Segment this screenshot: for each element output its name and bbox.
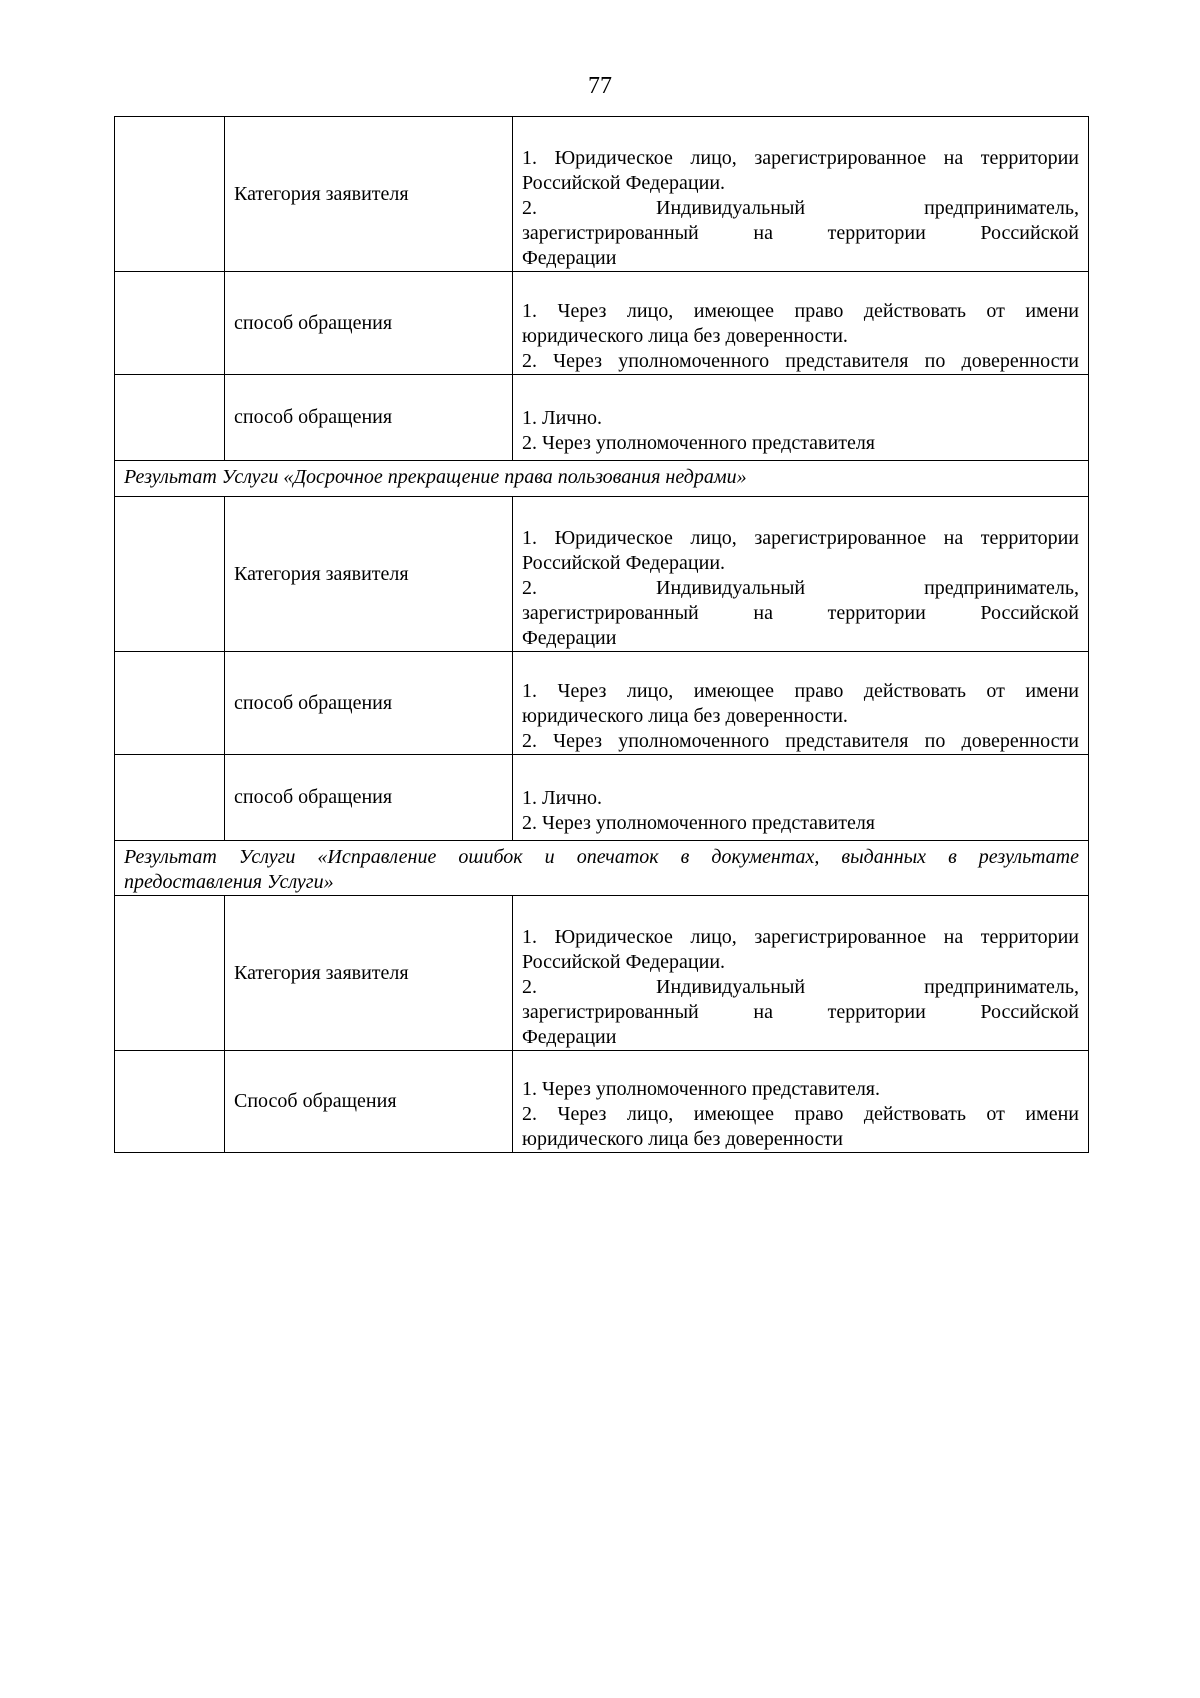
- text-line: 2. Индивидуальный предприниматель,: [522, 197, 1079, 219]
- text-line: 2. Индивидуальный предприниматель,: [522, 577, 1079, 599]
- text-line: 1. Лично.: [522, 407, 603, 429]
- row-label: способ обращения: [225, 652, 513, 755]
- empty-cell: [115, 755, 225, 841]
- table-row: [115, 1051, 1089, 1153]
- empty-cell: [115, 117, 225, 272]
- text-line: 1. Юридическое лицо, зарегистрированное на территории: [522, 527, 1079, 549]
- text-line: Российской Федерации.: [522, 951, 726, 973]
- text-line: 2. Через уполномоченного представителя: [522, 812, 875, 834]
- empty-cell: [115, 497, 225, 652]
- table-body: [115, 117, 1089, 1153]
- empty-cell: [115, 896, 225, 1051]
- table-row: [115, 375, 1089, 461]
- table-row: [115, 896, 1089, 1051]
- row-value: [513, 272, 1089, 375]
- row-value: [513, 375, 1089, 461]
- text-line: Результат Услуги «Досрочное прекращение права пользования недрами»: [124, 466, 747, 488]
- text-line: Федерации: [522, 247, 617, 269]
- text-line: 2. Через лицо, имеющее право действовать от имени: [522, 1103, 1079, 1125]
- table-row: [115, 272, 1089, 375]
- empty-cell: [115, 652, 225, 755]
- text-line: Федерации: [522, 1026, 617, 1048]
- row-value: [513, 896, 1089, 1051]
- text-line: Результат Услуги «Исправление ошибок и опечаток в документах, выданных в результате: [124, 846, 1079, 868]
- text-line: 2. Через уполномоченного представителя: [522, 432, 875, 454]
- text-line: зарегистрированный на территории Российской: [522, 602, 1079, 624]
- row-label: Категория заявителя: [225, 117, 513, 272]
- page-number: 77: [588, 73, 612, 99]
- table-row: [115, 755, 1089, 841]
- text-line: 2. Через уполномоченного представителя по доверенности: [522, 730, 1079, 752]
- row-value: [513, 652, 1089, 755]
- text-line: юридического лица без доверенности.: [522, 325, 848, 347]
- text-line: юридического лица без доверенности.: [522, 705, 848, 727]
- text-line: 2. Индивидуальный предприниматель,: [522, 976, 1079, 998]
- table-row: [115, 652, 1089, 755]
- text-line: Российской Федерации.: [522, 172, 726, 194]
- row-value: [513, 497, 1089, 652]
- row-label: способ обращения: [225, 375, 513, 461]
- row-value: [513, 1051, 1089, 1153]
- text-line: предоставления Услуги»: [124, 871, 334, 893]
- text-line: 1. Юридическое лицо, зарегистрированное на территории: [522, 926, 1079, 948]
- text-line: Российской Федерации.: [522, 552, 726, 574]
- empty-cell: [115, 1051, 225, 1153]
- text-line: 2. Через уполномоченного представителя по доверенности: [522, 350, 1079, 372]
- row-label: способ обращения: [225, 272, 513, 375]
- section-title: [115, 841, 1089, 896]
- text-line: юридического лица без доверенности: [522, 1128, 843, 1150]
- text-line: зарегистрированный на территории Российской: [522, 1001, 1079, 1023]
- applicant-table: [114, 116, 1089, 1153]
- empty-cell: [115, 375, 225, 461]
- table-row: [115, 497, 1089, 652]
- row-value: [513, 755, 1089, 841]
- text-line: 1. Через уполномоченного представителя.: [522, 1078, 880, 1100]
- row-label: Категория заявителя: [225, 497, 513, 652]
- section-header-row: [115, 841, 1089, 896]
- text-line: 1. Через лицо, имеющее право действовать от имени: [522, 300, 1079, 322]
- row-label: Способ обращения: [225, 1051, 513, 1153]
- text-line: Федерации: [522, 627, 617, 649]
- text-line: 1. Юридическое лицо, зарегистрированное на территории: [522, 147, 1079, 169]
- empty-cell: [115, 272, 225, 375]
- row-value: [513, 117, 1089, 272]
- text-line: 1. Лично.: [522, 787, 603, 809]
- section-title: [115, 461, 1089, 497]
- text-line: зарегистрированный на территории Российской: [522, 222, 1079, 244]
- row-label: Категория заявителя: [225, 896, 513, 1051]
- row-label: способ обращения: [225, 755, 513, 841]
- table-row: [115, 117, 1089, 272]
- text-line: 1. Через лицо, имеющее право действовать от имени: [522, 680, 1079, 702]
- section-header-row: [115, 461, 1089, 497]
